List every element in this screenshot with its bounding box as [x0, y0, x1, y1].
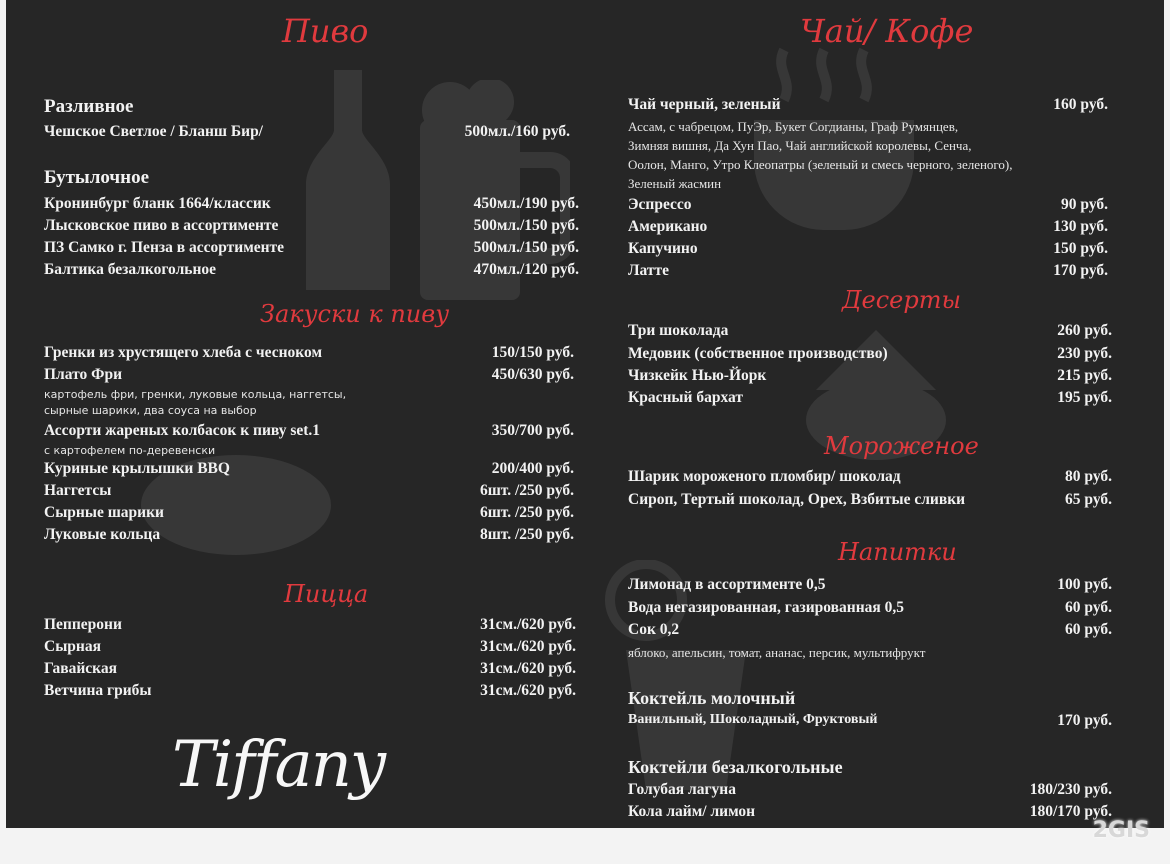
item-name: Красный бархат — [628, 389, 743, 406]
menu-item — [44, 482, 574, 502]
menu-item — [628, 491, 1112, 511]
item-name: Кронинбург бланк 1664/классик — [44, 195, 271, 212]
item-price: 130 руб. — [1053, 218, 1108, 235]
item-name: Луковые кольца — [44, 526, 161, 543]
item-description: Оолон, Манго, Утро Клеопатры (зеленый и смесь черного, зеленого), — [628, 157, 1013, 172]
section-title-pizza: Пицца — [284, 580, 369, 608]
menu-item — [44, 422, 574, 442]
menu-item — [44, 123, 570, 143]
item-name: Сок 0,2 — [628, 621, 680, 638]
subheading-bottled: Бутылочное — [44, 167, 150, 188]
menu-item — [44, 344, 574, 364]
item-description: яблоко, апельсин, томат, ананас, персик, мультифрукт — [628, 645, 926, 660]
item-name: Ассорти жареных колбасок к пиву set.1 — [44, 422, 321, 439]
item-price: 6шт. /250 руб. — [479, 482, 574, 499]
item-name: Ветчина грибы — [44, 682, 152, 699]
menu-item — [44, 638, 576, 658]
item-name: Капучино — [628, 240, 698, 257]
item-description: Зимняя вишня, Да Хун Пао, Чай английской королевы, Сенча, — [628, 138, 972, 153]
menu-item — [628, 576, 1112, 596]
section-title-tea-coffee: Чай/ Кофе — [800, 12, 974, 50]
menu-item — [628, 345, 1112, 365]
item-name: Лысковское пиво в ассортименте — [44, 217, 279, 234]
item-price: 450мл./190 руб. — [473, 195, 579, 212]
menu-item — [44, 460, 574, 480]
menu-item — [628, 781, 1112, 801]
subheading-milkshake: Коктейль молочный — [628, 688, 796, 708]
menu-item — [628, 262, 1108, 282]
item-name: Сироп, Тертый шоколад, Орех, Взбитые сливки — [628, 491, 966, 508]
item-price: 31см./620 руб. — [480, 638, 576, 655]
item-name: Балтика безалкогольное — [44, 261, 217, 278]
item-name: Сырные шарики — [44, 504, 164, 521]
item-price: 65 руб. — [1065, 491, 1112, 508]
item-price: 500мл./160 руб. — [464, 123, 570, 140]
item-name: Голубая лагуна — [628, 781, 736, 798]
item-name: Американо — [628, 218, 708, 235]
item-name: Чизкейк Нью-Йорк — [628, 367, 767, 384]
item-price: 180/170 руб. — [1029, 803, 1112, 820]
item-price: 8шт. /250 руб. — [479, 526, 574, 543]
menu-item — [628, 468, 1112, 488]
item-name: Чешское Светлое / Бланш Бир/ — [44, 123, 263, 140]
item-price: 6шт. /250 руб. — [479, 504, 574, 521]
subheading-mocktails: Коктейли безалкогольные — [628, 757, 843, 777]
item-price: 60 руб. — [1065, 621, 1112, 638]
item-name: Плато Фри — [44, 366, 122, 383]
item-name: Кола лайм/ лимон — [628, 803, 756, 820]
menu-item — [628, 389, 1112, 409]
item-price: 200/400 руб. — [491, 460, 574, 477]
menu-item — [628, 803, 1112, 823]
item-price: 260 руб. — [1057, 322, 1112, 339]
item-name: Наггетсы — [44, 482, 112, 499]
item-price: 160 руб. — [1053, 96, 1108, 113]
item-price: 470мл./120 руб. — [473, 261, 579, 278]
menu-item — [628, 218, 1108, 238]
item-price: 450/630 руб. — [491, 366, 574, 383]
2gis-watermark: 2GIS — [1092, 818, 1150, 843]
menu-item — [628, 621, 1112, 641]
item-price: 170 руб. — [1053, 262, 1108, 279]
subheading-draft: Разливное — [44, 96, 134, 117]
item-name: Пепперони — [44, 616, 122, 633]
item-name: Гавайская — [44, 660, 118, 677]
menu-item — [628, 367, 1112, 387]
item-price: 100 руб. — [1057, 576, 1112, 593]
item-name: ПЗ Самко г. Пенза в ассортименте — [44, 239, 285, 256]
item-price: 170 руб. — [1057, 712, 1112, 729]
item-price: 215 руб. — [1057, 367, 1112, 384]
item-name: Куриные крылышки BBQ — [44, 460, 230, 477]
menu-item — [628, 240, 1108, 260]
item-price: 230 руб. — [1057, 345, 1112, 362]
item-price: 180/230 руб. — [1029, 781, 1112, 798]
item-name: Лимонад в ассортименте 0,5 — [628, 576, 826, 593]
item-price: 150/150 руб. — [491, 344, 574, 361]
menu-item — [44, 261, 579, 281]
menu-item — [44, 504, 574, 524]
item-name: Чай черный, зеленый — [628, 96, 781, 113]
menu-item — [44, 239, 579, 259]
menu-item — [628, 196, 1108, 216]
item-name: Гренки из хрустящего хлеба с чесноком — [44, 344, 323, 361]
item-name: Три шоколада — [628, 322, 729, 339]
section-title-snacks: Закуски к пиву — [260, 300, 450, 328]
menu-item — [44, 616, 576, 636]
section-title-ice-cream: Мороженое — [824, 432, 979, 460]
menu-item — [44, 526, 574, 546]
menu-item — [628, 322, 1112, 342]
menu-item — [44, 682, 576, 702]
item-description: Зеленый жасмин — [628, 176, 722, 191]
item-price: 31см./620 руб. — [480, 660, 576, 677]
item-name: Медовик (собственное производство) — [628, 345, 888, 362]
item-name: Латте — [628, 262, 670, 279]
item-name: Сырная — [44, 638, 101, 655]
item-price: 350/700 руб. — [491, 422, 574, 439]
item-name: Вода негазированная, газированная 0,5 — [628, 599, 905, 616]
menu-item — [628, 599, 1112, 619]
tiffany-logo: Tiffany — [172, 728, 385, 802]
item-description: Ассам, с чабрецом, ПуЭр, Букет Согдианы, Граф Румянцев, — [628, 119, 959, 134]
item-price: 31см./620 руб. — [480, 682, 576, 699]
menu-item — [44, 217, 579, 237]
section-title-drinks: Напитки — [838, 538, 957, 566]
item-name: Эспрессо — [628, 196, 692, 213]
item-price: 500мл./150 руб. — [473, 217, 579, 234]
item-description: картофель фри, гренки, луковые кольца, наггетсы, — [44, 388, 347, 401]
item-price: 31см./620 руб. — [480, 616, 576, 633]
menu-item — [44, 366, 574, 386]
item-description: с картофелем по-деревенски — [44, 444, 216, 457]
menu-item — [44, 660, 576, 680]
item-price: 195 руб. — [1057, 389, 1112, 406]
section-title-desserts: Десерты — [842, 286, 962, 314]
item-price: 90 руб. — [1061, 196, 1108, 213]
item-name: Ванильный, Шоколадный, Фруктовый — [628, 712, 878, 727]
menu-board — [6, 0, 1164, 828]
item-description: сырные шарики, два соуса на выбор — [44, 404, 257, 417]
menu-item — [44, 195, 579, 215]
section-title-beer: Пиво — [282, 12, 369, 50]
item-name: Шарик мороженого пломбир/ шоколад — [628, 468, 901, 485]
menu-item — [628, 96, 1108, 116]
menu-item — [628, 712, 1112, 732]
item-price: 60 руб. — [1065, 599, 1112, 616]
item-price: 80 руб. — [1065, 468, 1112, 485]
item-price: 500мл./150 руб. — [473, 239, 579, 256]
item-price: 150 руб. — [1053, 240, 1108, 257]
